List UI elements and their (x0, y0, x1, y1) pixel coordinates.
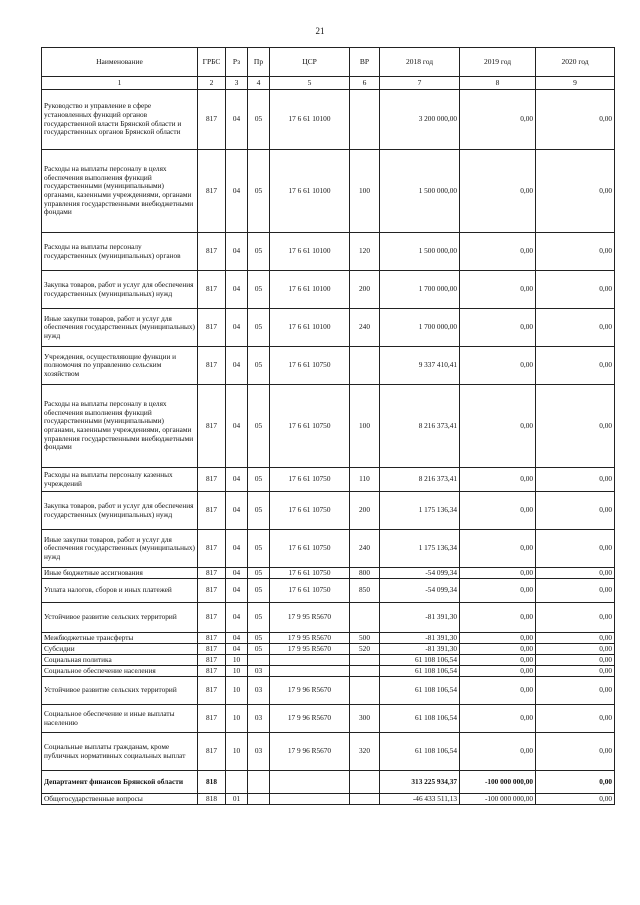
row-pr: 05 (248, 568, 270, 579)
row-grbs: 817 (198, 150, 226, 233)
row-name: Руководство и управление в сфере установленных функций органов государственной власти Брянской области и государственных органов Брянской области (42, 90, 198, 150)
row-2020: 0,00 (536, 771, 615, 794)
row-name: Закупка товаров, работ и услуг для обеспечения государственных (муниципальных) нужд (42, 492, 198, 530)
row-name: Социальные выплаты гражданам, кроме публичных нормативных социальных выплат (42, 733, 198, 771)
row-vr: 300 (350, 705, 380, 733)
row-csr: 17 9 95 R5670 (270, 644, 350, 655)
row-csr: 17 6 61 10750 (270, 468, 350, 492)
table-row (42, 347, 615, 385)
row-2019: 0,00 (460, 644, 536, 655)
row-rz: 10 (226, 705, 248, 733)
row-2020: 0,00 (536, 633, 615, 644)
row-rz: 10 (226, 677, 248, 705)
row-csr: 17 9 95 R5670 (270, 603, 350, 633)
row-rz: 04 (226, 530, 248, 568)
row-rz: 04 (226, 633, 248, 644)
row-pr: 05 (248, 633, 270, 644)
table-row (42, 677, 615, 705)
row-rz: 04 (226, 385, 248, 468)
row-vr (350, 666, 380, 677)
row-vr: 100 (350, 385, 380, 468)
row-pr: 05 (248, 347, 270, 385)
row-pr (248, 794, 270, 805)
table-row (42, 468, 615, 492)
column-number: 1 (42, 77, 198, 90)
row-name: Устойчивое развитие сельских территорий (42, 603, 198, 633)
table-row (42, 492, 615, 530)
row-grbs: 817 (198, 233, 226, 271)
row-2019: 0,00 (460, 309, 536, 347)
row-pr: 03 (248, 733, 270, 771)
row-2020: 0,00 (536, 530, 615, 568)
row-csr: 17 6 61 10750 (270, 579, 350, 603)
row-2018: 1 500 000,00 (380, 233, 460, 271)
row-2020: 0,00 (536, 666, 615, 677)
row-grbs: 817 (198, 666, 226, 677)
row-name: Уплата налогов, сборов и иных платежей (42, 579, 198, 603)
row-pr: 05 (248, 90, 270, 150)
row-vr (350, 794, 380, 805)
row-grbs: 817 (198, 568, 226, 579)
header-cell: 2020 год (536, 48, 615, 77)
table-row (42, 530, 615, 568)
table-header (42, 48, 615, 90)
row-2020: 0,00 (536, 644, 615, 655)
row-name: Субсидии (42, 644, 198, 655)
row-name: Расходы на выплаты персоналу казенных учреждений (42, 468, 198, 492)
row-vr: 320 (350, 733, 380, 771)
header-cell: ВР (350, 48, 380, 77)
row-vr: 200 (350, 492, 380, 530)
row-name: Межбюджетные трансферты (42, 633, 198, 644)
row-grbs: 817 (198, 385, 226, 468)
row-vr (350, 90, 380, 150)
row-csr: 17 6 61 10750 (270, 385, 350, 468)
column-number: 2 (198, 77, 226, 90)
row-2019: 0,00 (460, 233, 536, 271)
row-2020: 0,00 (536, 90, 615, 150)
row-rz: 10 (226, 666, 248, 677)
row-name: Общегосударственные вопросы (42, 794, 198, 805)
header-cell: ГРБС (198, 48, 226, 77)
row-2020: 0,00 (536, 568, 615, 579)
row-2020: 0,00 (536, 271, 615, 309)
row-grbs: 817 (198, 579, 226, 603)
row-2019: 0,00 (460, 468, 536, 492)
table-row (42, 733, 615, 771)
table-row (42, 233, 615, 271)
row-csr: 17 9 96 R5670 (270, 733, 350, 771)
row-name: Иные закупки товаров, работ и услуг для обеспечения государственных (муниципальных) нужд (42, 530, 198, 568)
table-row (42, 705, 615, 733)
table-row (42, 603, 615, 633)
header-cell: Наименование (42, 48, 198, 77)
row-vr (350, 655, 380, 666)
row-2019: 0,00 (460, 655, 536, 666)
row-2018: 3 200 000,00 (380, 90, 460, 150)
row-2018: 61 108 106,54 (380, 733, 460, 771)
row-csr: 17 6 61 10100 (270, 150, 350, 233)
header-cell: Рз (226, 48, 248, 77)
row-2018: 61 108 106,54 (380, 677, 460, 705)
row-2019: 0,00 (460, 677, 536, 705)
row-2018: 61 108 106,54 (380, 666, 460, 677)
table-row (42, 794, 615, 805)
row-2019: 0,00 (460, 150, 536, 233)
row-2019: -100 000 000,00 (460, 794, 536, 805)
row-grbs: 817 (198, 492, 226, 530)
row-name: Учреждения, осуществляющие функции и полномочия по управлению сельским хозяйством (42, 347, 198, 385)
table-row (42, 666, 615, 677)
row-grbs: 817 (198, 633, 226, 644)
row-grbs: 818 (198, 794, 226, 805)
row-rz: 04 (226, 271, 248, 309)
column-number: 8 (460, 77, 536, 90)
row-2018: 1 500 000,00 (380, 150, 460, 233)
row-pr: 05 (248, 309, 270, 347)
row-vr (350, 347, 380, 385)
row-2020: 0,00 (536, 677, 615, 705)
header-cell: 2019 год (460, 48, 536, 77)
table-row (42, 385, 615, 468)
row-2020: 0,00 (536, 705, 615, 733)
row-pr (248, 771, 270, 794)
row-2018: 8 216 373,41 (380, 385, 460, 468)
row-2019: 0,00 (460, 347, 536, 385)
row-pr: 05 (248, 468, 270, 492)
row-vr: 200 (350, 271, 380, 309)
row-rz: 04 (226, 492, 248, 530)
row-2018: -46 433 511,13 (380, 794, 460, 805)
row-2020: 0,00 (536, 468, 615, 492)
row-vr: 240 (350, 530, 380, 568)
budget-table (41, 47, 615, 805)
row-csr: 17 9 95 R5670 (270, 633, 350, 644)
row-csr: 17 9 96 R5670 (270, 677, 350, 705)
row-2019: 0,00 (460, 603, 536, 633)
row-vr: 110 (350, 468, 380, 492)
row-grbs: 817 (198, 733, 226, 771)
row-pr: 05 (248, 233, 270, 271)
row-name: Устойчивое развитие сельских территорий (42, 677, 198, 705)
row-2018: 1 175 136,34 (380, 530, 460, 568)
row-vr: 500 (350, 633, 380, 644)
row-pr: 05 (248, 644, 270, 655)
row-name: Расходы на выплаты персоналу государственных (муниципальных) органов (42, 233, 198, 271)
row-pr: 03 (248, 677, 270, 705)
row-2019: 0,00 (460, 90, 536, 150)
column-number: 4 (248, 77, 270, 90)
row-2019: 0,00 (460, 733, 536, 771)
row-grbs: 817 (198, 271, 226, 309)
row-rz: 04 (226, 568, 248, 579)
row-name: Социальное обеспечение и иные выплаты населению (42, 705, 198, 733)
table-row (42, 644, 615, 655)
row-2019: 0,00 (460, 492, 536, 530)
row-csr: 17 6 61 10750 (270, 530, 350, 568)
row-vr: 100 (350, 150, 380, 233)
column-number: 6 (350, 77, 380, 90)
row-rz: 04 (226, 150, 248, 233)
row-2018: 9 337 410,41 (380, 347, 460, 385)
row-2019: -100 000 000,00 (460, 771, 536, 794)
row-rz: 04 (226, 603, 248, 633)
row-grbs: 817 (198, 603, 226, 633)
column-number: 5 (270, 77, 350, 90)
table-row (42, 579, 615, 603)
row-pr: 05 (248, 530, 270, 568)
row-2020: 0,00 (536, 385, 615, 468)
header-cell: Пр (248, 48, 270, 77)
table-row (42, 309, 615, 347)
row-grbs: 817 (198, 309, 226, 347)
row-2020: 0,00 (536, 150, 615, 233)
table-row (42, 150, 615, 233)
row-csr (270, 666, 350, 677)
row-pr: 05 (248, 271, 270, 309)
row-pr: 05 (248, 603, 270, 633)
row-csr: 17 6 61 10750 (270, 492, 350, 530)
row-rz: 01 (226, 794, 248, 805)
row-name: Расходы на выплаты персоналу в целях обеспечения выполнения функций государственными (муниципальными) органами, казенными учреждениями, органами управления государственными внебюджетными фондами (42, 385, 198, 468)
table-row (42, 568, 615, 579)
header-cell: 2018 год (380, 48, 460, 77)
row-rz: 04 (226, 233, 248, 271)
row-pr: 05 (248, 150, 270, 233)
row-pr: 03 (248, 666, 270, 677)
row-vr: 120 (350, 233, 380, 271)
row-grbs: 818 (198, 771, 226, 794)
row-csr (270, 771, 350, 794)
row-2018: 61 108 106,54 (380, 705, 460, 733)
row-2018: -54 099,34 (380, 568, 460, 579)
row-vr (350, 771, 380, 794)
row-rz: 04 (226, 347, 248, 385)
row-rz: 04 (226, 468, 248, 492)
row-2018: 1 700 000,00 (380, 309, 460, 347)
row-csr: 17 6 61 10100 (270, 233, 350, 271)
row-2019: 0,00 (460, 568, 536, 579)
row-name: Социальная политика (42, 655, 198, 666)
row-rz: 04 (226, 90, 248, 150)
row-2019: 0,00 (460, 705, 536, 733)
row-name: Закупка товаров, работ и услуг для обеспечения государственных (муниципальных) нужд (42, 271, 198, 309)
row-csr: 17 6 61 10100 (270, 271, 350, 309)
table-row (42, 271, 615, 309)
row-2020: 0,00 (536, 233, 615, 271)
row-vr: 240 (350, 309, 380, 347)
table-row (42, 655, 615, 666)
row-name: Расходы на выплаты персоналу в целях обеспечения выполнения функций государственными (муниципальными) органами, казенными учреждениями, органами управления государственными внебюджетными фондами (42, 150, 198, 233)
row-2018: -81 391,30 (380, 644, 460, 655)
row-2020: 0,00 (536, 655, 615, 666)
column-number: 3 (226, 77, 248, 90)
row-2018: 8 216 373,41 (380, 468, 460, 492)
table-body (42, 90, 615, 805)
row-csr: 17 6 61 10750 (270, 347, 350, 385)
row-csr: 17 9 96 R5670 (270, 705, 350, 733)
row-grbs: 817 (198, 705, 226, 733)
row-name: Социальное обеспечение населения (42, 666, 198, 677)
row-pr (248, 655, 270, 666)
row-vr: 800 (350, 568, 380, 579)
table-row (42, 90, 615, 150)
row-2018: -81 391,30 (380, 633, 460, 644)
row-grbs: 817 (198, 644, 226, 655)
row-grbs: 817 (198, 347, 226, 385)
row-vr (350, 603, 380, 633)
row-2018: 313 225 934,37 (380, 771, 460, 794)
row-grbs: 817 (198, 90, 226, 150)
row-vr: 850 (350, 579, 380, 603)
row-vr (350, 677, 380, 705)
row-2020: 0,00 (536, 309, 615, 347)
row-name: Иные закупки товаров, работ и услуг для обеспечения государственных (муниципальных) нужд (42, 309, 198, 347)
row-2020: 0,00 (536, 347, 615, 385)
table-row (42, 771, 615, 794)
row-pr: 05 (248, 385, 270, 468)
row-vr: 520 (350, 644, 380, 655)
row-grbs: 817 (198, 677, 226, 705)
row-rz: 10 (226, 733, 248, 771)
row-grbs: 817 (198, 468, 226, 492)
row-2018: 61 108 106,54 (380, 655, 460, 666)
row-pr: 05 (248, 492, 270, 530)
row-2018: 1 175 136,34 (380, 492, 460, 530)
row-name: Департамент финансов Брянской области (42, 771, 198, 794)
row-2019: 0,00 (460, 530, 536, 568)
row-pr: 05 (248, 579, 270, 603)
row-csr: 17 6 61 10100 (270, 309, 350, 347)
row-2020: 0,00 (536, 492, 615, 530)
table-row (42, 633, 615, 644)
row-csr (270, 655, 350, 666)
row-rz: 04 (226, 579, 248, 603)
row-rz (226, 771, 248, 794)
row-2019: 0,00 (460, 579, 536, 603)
row-2020: 0,00 (536, 603, 615, 633)
column-number: 7 (380, 77, 460, 90)
row-rz: 04 (226, 309, 248, 347)
row-pr: 03 (248, 705, 270, 733)
row-name: Иные бюджетные ассигнования (42, 568, 198, 579)
row-2018: 1 700 000,00 (380, 271, 460, 309)
row-2019: 0,00 (460, 666, 536, 677)
header-cell: ЦСР (270, 48, 350, 77)
row-rz: 10 (226, 655, 248, 666)
row-2020: 0,00 (536, 579, 615, 603)
page-number: 21 (315, 26, 325, 36)
row-grbs: 817 (198, 655, 226, 666)
row-2019: 0,00 (460, 633, 536, 644)
row-csr: 17 6 61 10750 (270, 568, 350, 579)
column-number: 9 (536, 77, 615, 90)
row-2018: -54 099,34 (380, 579, 460, 603)
row-grbs: 817 (198, 530, 226, 568)
row-2020: 0,00 (536, 794, 615, 805)
row-2019: 0,00 (460, 385, 536, 468)
row-rz: 04 (226, 644, 248, 655)
row-2019: 0,00 (460, 271, 536, 309)
row-2018: -81 391,30 (380, 603, 460, 633)
row-2020: 0,00 (536, 733, 615, 771)
row-csr (270, 794, 350, 805)
row-csr: 17 6 61 10100 (270, 90, 350, 150)
